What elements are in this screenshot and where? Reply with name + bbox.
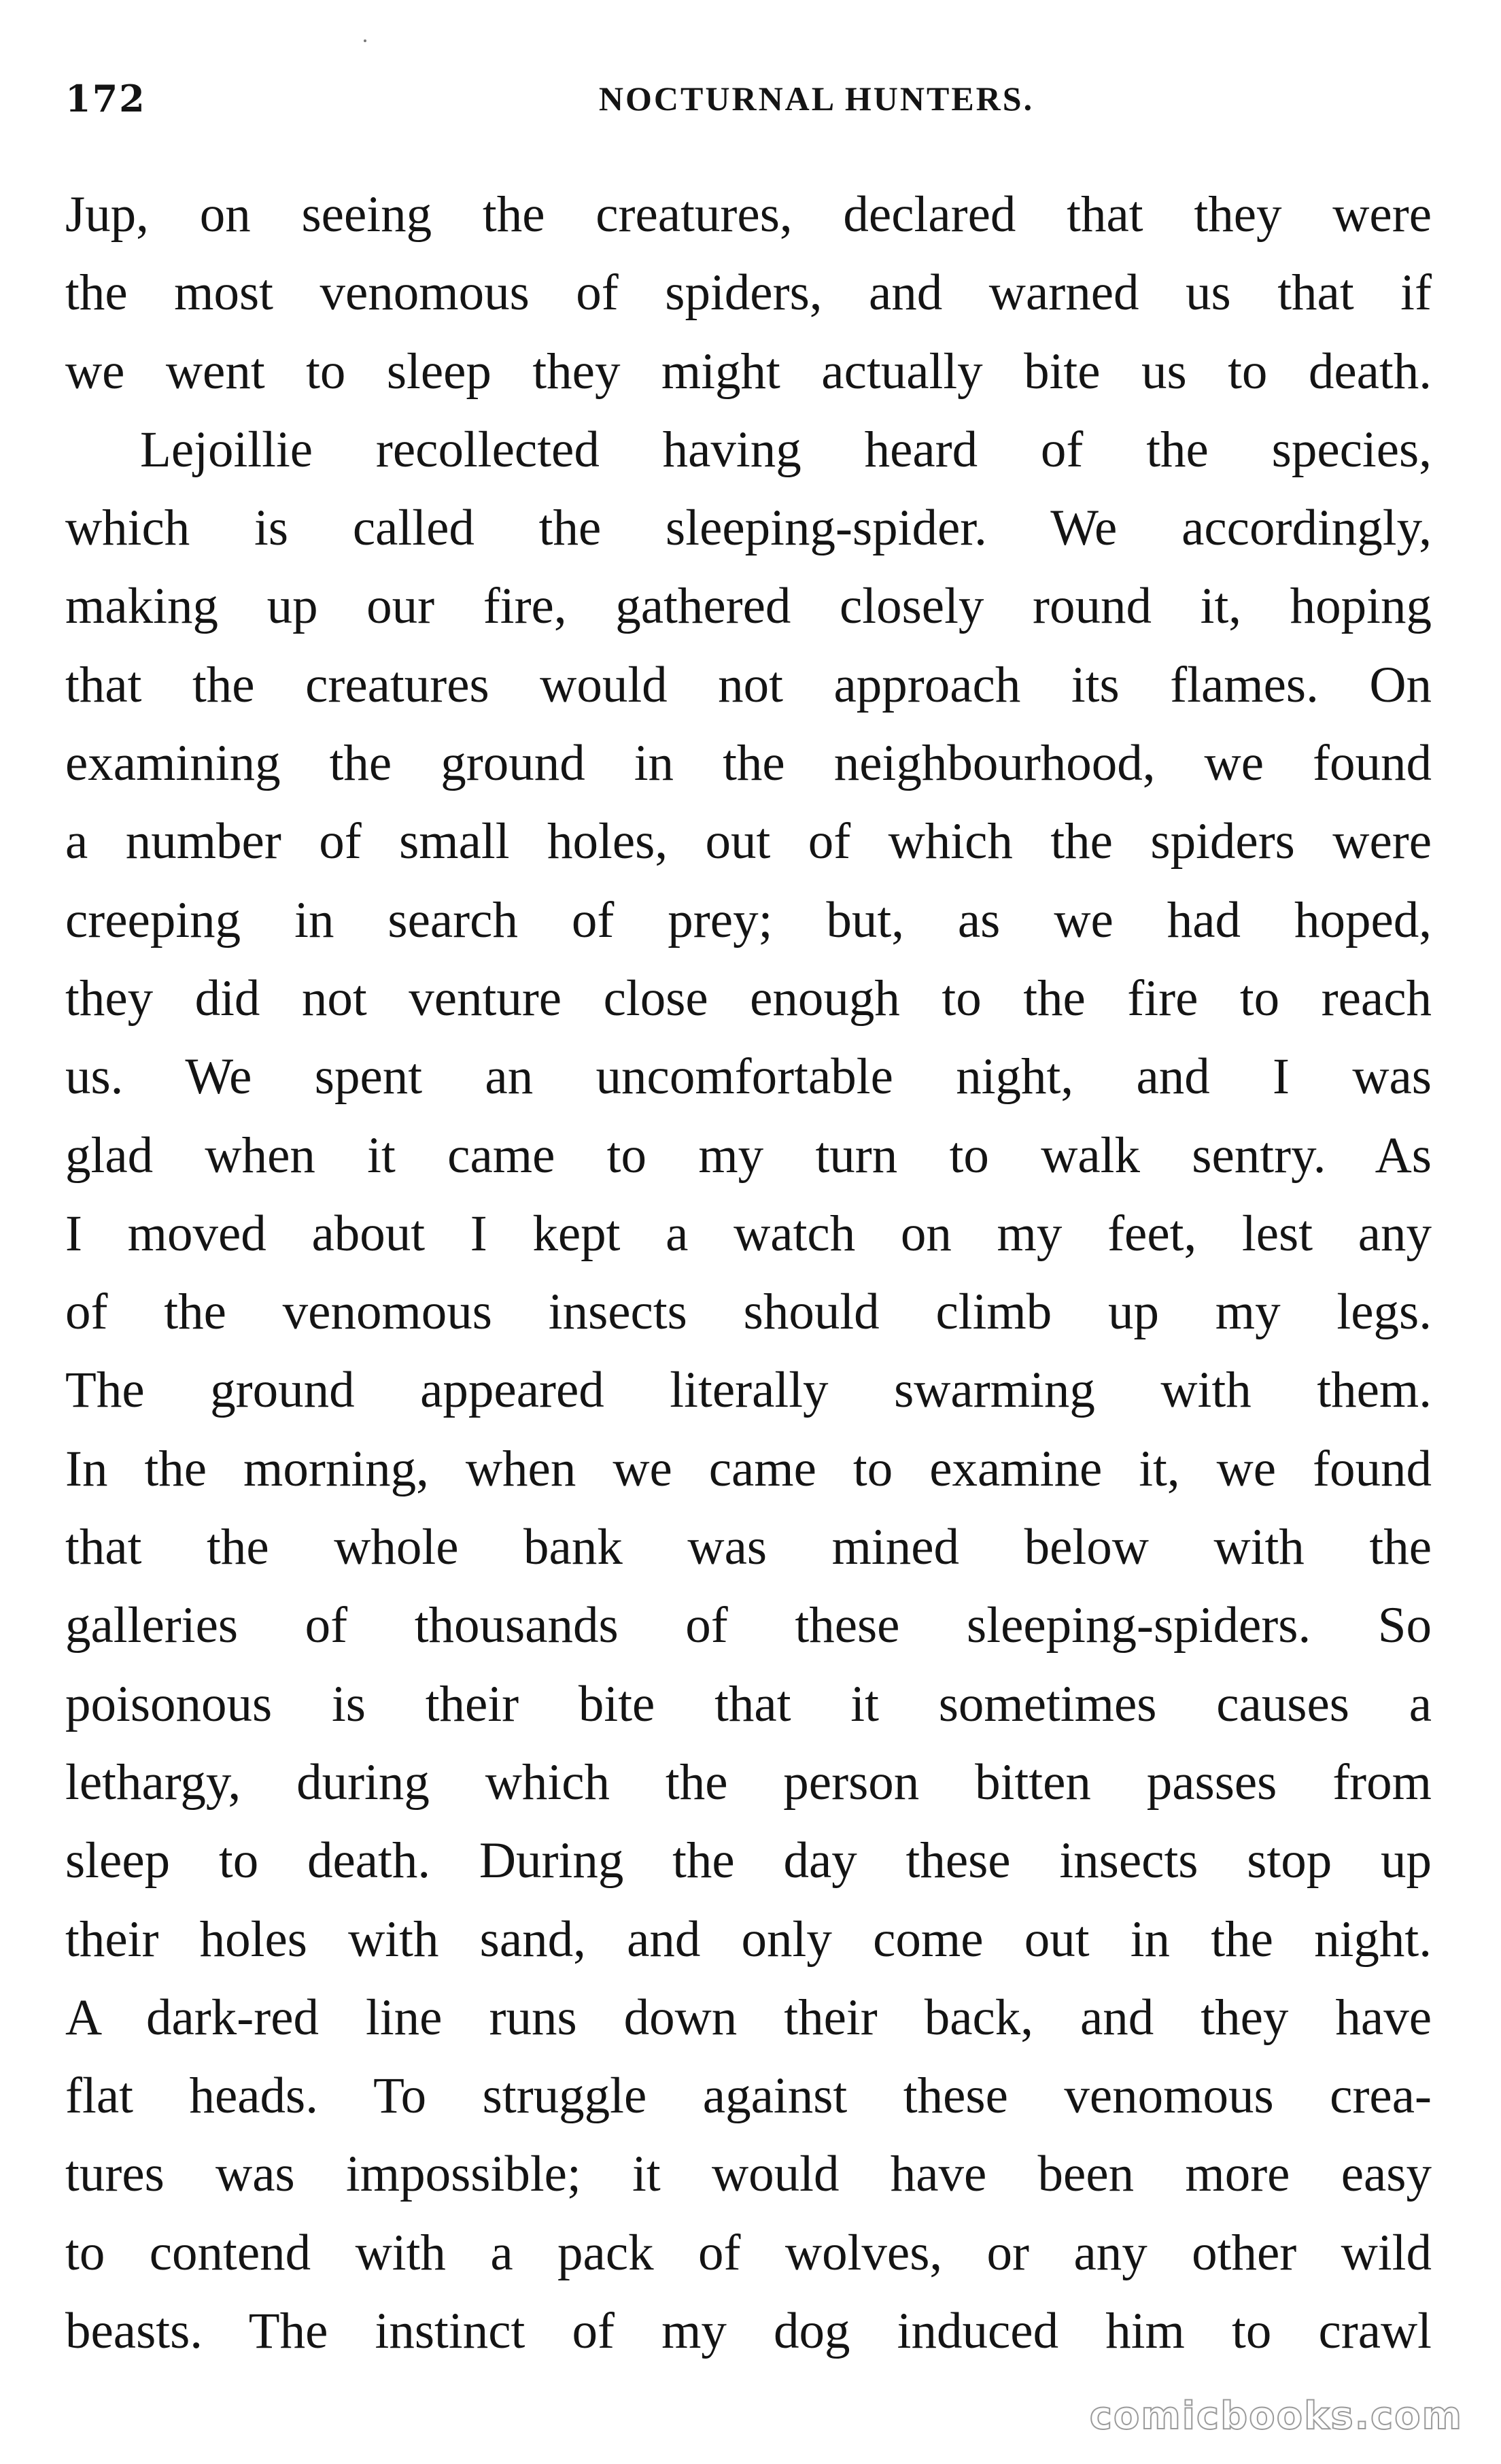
text-line: that the whole bank was mined below with the [65,1519,1432,1576]
text-line: flat heads. To struggle against these venomous crea- [65,2068,1432,2125]
text-line: creeping in search of prey; but, as we had hoped, [65,891,1432,948]
text-line: they did not venture close enough to the fire to reach [65,970,1432,1027]
text-line: to contend with a pack of wolves, or any other wild [65,2224,1432,2281]
body-text [65,175,1432,2370]
text-line: that the creatures would not approach its flames. On [65,656,1432,713]
text-line: In the morning, when we came to examine it, we found [65,1440,1432,1497]
text-line: the most venomous of spiders, and warned us that if [65,264,1432,322]
text-line: lethargy, during which the person bitten passes from [65,1753,1432,1811]
text-line: The ground appeared literally swarming with them. [65,1362,1432,1419]
text-line: examining the ground in the neighbourhood, we found [65,735,1432,792]
text-line: Jup, on seeing the creatures, declared that they were [65,186,1432,243]
text-line: beasts. The instinct of my dog induced him to crawl [65,2303,1432,2360]
watermark: comicbooks.com [1089,2394,1463,2438]
text-line: sleep to death. During the day these insects stop up [65,1832,1432,1889]
text-line: galleries of thousands of these sleeping-spiders. So [65,1597,1432,1654]
text-line: which is called the sleeping-spider. We accordingly, [65,500,1432,557]
print-speck [364,39,366,42]
page-number: 172 [65,77,146,120]
text-line: tures was impossible; it would have been more easy [65,2146,1432,2203]
text-line: making up our fire, gathered closely round it, hoping [65,578,1432,635]
text-line: I moved about I kept a watch on my feet, lest any [65,1205,1432,1262]
text-line: glad when it came to my turn to walk sentry. As [65,1127,1432,1184]
text-line: poisonous is their bite that it sometimes causes a [65,1675,1432,1732]
text-line: Lejoillie recollected having heard of the species, [140,421,1432,478]
running-head: NOCTURNAL HUNTERS. [598,80,1035,118]
text-line: us. We spent an uncomfortable night, and I was [65,1048,1432,1106]
text-line: their holes with sand, and only come out in the night. [65,1911,1432,1968]
text-line: a number of small holes, out of which the spiders were [65,813,1432,870]
page-header [65,68,1432,129]
text-line: of the venomous insects should climb up my legs. [65,1284,1432,1341]
text-line: A dark-red line runs down their back, and they have [65,1989,1432,2046]
text-line: we went to sleep they might actually bite us to death. [65,343,1432,400]
